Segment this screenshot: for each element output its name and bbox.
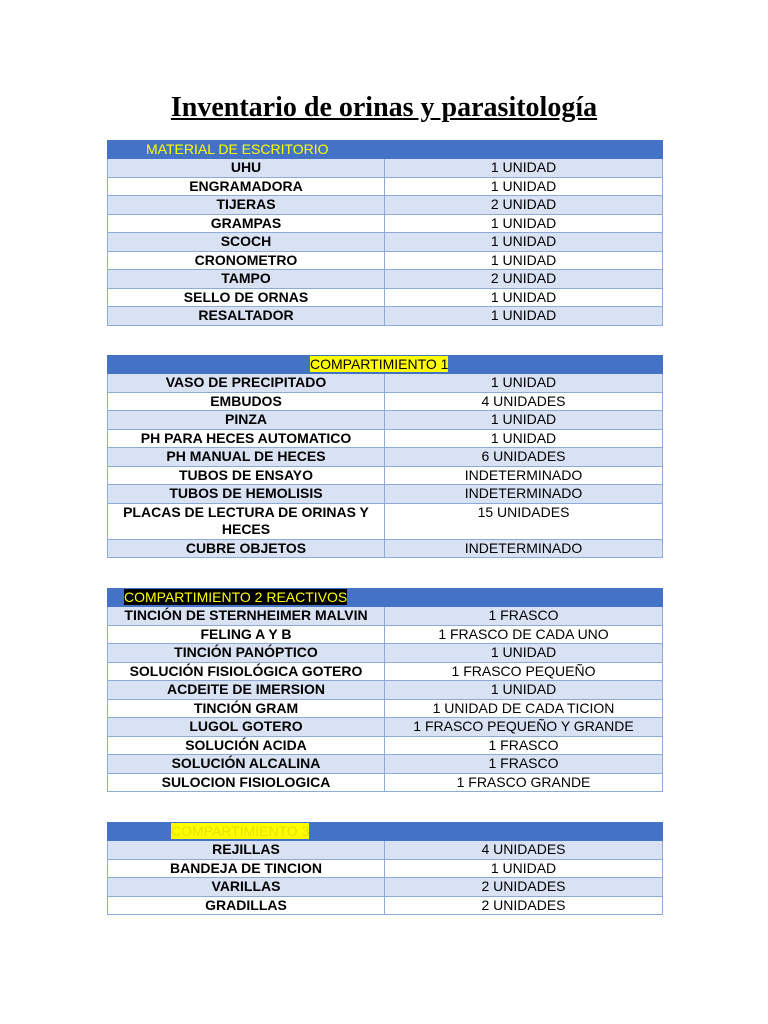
item-quantity: 1 UNIDAD bbox=[385, 288, 663, 307]
table-compartimiento-2-reactivos bbox=[107, 588, 663, 792]
table-row bbox=[108, 681, 663, 700]
item-quantity: 1 FRASCO PEQUEÑO Y GRANDE bbox=[385, 718, 663, 737]
page-title: Inventario de orinas y parasitología bbox=[170, 92, 598, 123]
item-name: SELLO DE ORNAS bbox=[108, 288, 385, 307]
item-name: TUBOS DE HEMOLISIS bbox=[108, 485, 385, 504]
table-row bbox=[108, 896, 663, 915]
table-row bbox=[108, 374, 663, 393]
item-name: UHU bbox=[108, 159, 385, 178]
item-name: TINCIÓN GRAM bbox=[108, 699, 385, 718]
item-quantity: 1 FRASCO PEQUEÑO bbox=[385, 662, 663, 681]
item-quantity: 1 FRASCO bbox=[385, 607, 663, 626]
item-quantity: 1 UNIDAD bbox=[385, 159, 663, 178]
item-name: TUBOS DE ENSAYO bbox=[108, 466, 385, 485]
table-row bbox=[108, 625, 663, 644]
table-compartimiento-1 bbox=[107, 355, 663, 558]
section-header: COMPARTIMIENTO 1 bbox=[310, 356, 449, 372]
item-quantity: 1 UNIDAD bbox=[385, 374, 663, 393]
item-quantity: 1 UNIDAD bbox=[385, 233, 663, 252]
item-name: CRONOMETRO bbox=[108, 251, 385, 270]
item-quantity: 1 UNIDAD bbox=[385, 429, 663, 448]
table-compartimiento-3 bbox=[107, 822, 663, 915]
item-name: TIJERAS bbox=[108, 196, 385, 215]
item-quantity: 6 UNIDADES bbox=[385, 448, 663, 467]
table-row bbox=[108, 214, 663, 233]
table-row bbox=[108, 196, 663, 215]
item-name: TINCIÓN PANÓPTICO bbox=[108, 644, 385, 663]
item-quantity: 1 FRASCO bbox=[385, 755, 663, 774]
table-row bbox=[108, 539, 663, 558]
table-row bbox=[108, 466, 663, 485]
item-name: SULOCION FISIOLOGICA bbox=[108, 773, 385, 792]
table-row bbox=[108, 429, 663, 448]
table-row bbox=[108, 718, 663, 737]
table-row bbox=[108, 448, 663, 467]
table-row bbox=[108, 392, 663, 411]
table-row bbox=[108, 411, 663, 430]
item-quantity: 1 UNIDAD bbox=[385, 644, 663, 663]
item-quantity: 1 FRASCO DE CADA UNO bbox=[385, 625, 663, 644]
table-row bbox=[108, 270, 663, 289]
item-name: GRAMPAS bbox=[108, 214, 385, 233]
item-quantity: INDETERMINADO bbox=[385, 539, 663, 558]
item-quantity: 1 UNIDAD bbox=[385, 251, 663, 270]
table-row bbox=[108, 773, 663, 792]
table-row bbox=[108, 859, 663, 878]
section-header: COMPARTIMIENTO 3 bbox=[171, 823, 310, 839]
table-row bbox=[108, 699, 663, 718]
item-name: RESALTADOR bbox=[108, 307, 385, 326]
item-quantity: 4 UNIDADES bbox=[385, 841, 663, 860]
item-name: PINZA bbox=[108, 411, 385, 430]
item-name: REJILLAS bbox=[108, 841, 385, 860]
section-header: MATERIAL DE ESCRITORIO bbox=[146, 141, 329, 157]
item-name: PH PARA HECES AUTOMATICO bbox=[108, 429, 385, 448]
item-quantity: 1 UNIDAD bbox=[385, 859, 663, 878]
item-quantity: 2 UNIDADES bbox=[385, 896, 663, 915]
item-quantity: 1 UNIDAD bbox=[385, 681, 663, 700]
item-quantity: 4 UNIDADES bbox=[385, 392, 663, 411]
item-name: LUGOL GOTERO bbox=[108, 718, 385, 737]
item-quantity: 2 UNIDAD bbox=[385, 196, 663, 215]
table-row bbox=[108, 288, 663, 307]
item-quantity: 1 UNIDAD bbox=[385, 307, 663, 326]
table-row bbox=[108, 878, 663, 897]
item-name: SOLUCIÓN FISIOLÓGICA GOTERO bbox=[108, 662, 385, 681]
table-row bbox=[108, 233, 663, 252]
table-row bbox=[108, 841, 663, 860]
table-row bbox=[108, 503, 663, 539]
table-row bbox=[108, 307, 663, 326]
item-quantity: 1 UNIDAD DE CADA TICION bbox=[385, 699, 663, 718]
table-row bbox=[108, 755, 663, 774]
item-quantity: INDETERMINADO bbox=[385, 466, 663, 485]
item-name: CUBRE OBJETOS bbox=[108, 539, 385, 558]
item-name: GRADILLAS bbox=[108, 896, 385, 915]
item-name: SOLUCIÓN ACIDA bbox=[108, 736, 385, 755]
item-name: PH MANUAL DE HECES bbox=[108, 448, 385, 467]
item-name: ACDEITE DE IMERSION bbox=[108, 681, 385, 700]
item-quantity: 2 UNIDAD bbox=[385, 270, 663, 289]
table-row bbox=[108, 177, 663, 196]
table-row bbox=[108, 662, 663, 681]
table-row bbox=[108, 644, 663, 663]
item-name: VASO DE PRECIPITADO bbox=[108, 374, 385, 393]
item-name: TAMPO bbox=[108, 270, 385, 289]
section-header: COMPARTIMIENTO 2 REACTIVOS bbox=[124, 589, 348, 605]
item-quantity: 1 UNIDAD bbox=[385, 411, 663, 430]
item-name: EMBUDOS bbox=[108, 392, 385, 411]
item-name: TINCIÓN DE STERNHEIMER MALVIN bbox=[108, 607, 385, 626]
item-name: SCOCH bbox=[108, 233, 385, 252]
table-row bbox=[108, 485, 663, 504]
table-row bbox=[108, 736, 663, 755]
item-quantity: 15 UNIDADES bbox=[385, 503, 663, 539]
item-name: VARILLAS bbox=[108, 878, 385, 897]
item-quantity: 1 UNIDAD bbox=[385, 214, 663, 233]
table-row bbox=[108, 251, 663, 270]
table-material-de-escritorio bbox=[107, 140, 663, 326]
item-name: ENGRAMADORA bbox=[108, 177, 385, 196]
item-name: FELING A Y B bbox=[108, 625, 385, 644]
table-row bbox=[108, 159, 663, 178]
item-quantity: 1 FRASCO GRANDE bbox=[385, 773, 663, 792]
item-quantity: INDETERMINADO bbox=[385, 485, 663, 504]
item-quantity: 1 FRASCO bbox=[385, 736, 663, 755]
item-name: BANDEJA DE TINCION bbox=[108, 859, 385, 878]
table-row bbox=[108, 607, 663, 626]
item-name: SOLUCIÓN ALCALINA bbox=[108, 755, 385, 774]
item-name: PLACAS DE LECTURA DE ORINAS Y HECES bbox=[108, 503, 385, 539]
item-quantity: 1 UNIDAD bbox=[385, 177, 663, 196]
item-quantity: 2 UNIDADES bbox=[385, 878, 663, 897]
